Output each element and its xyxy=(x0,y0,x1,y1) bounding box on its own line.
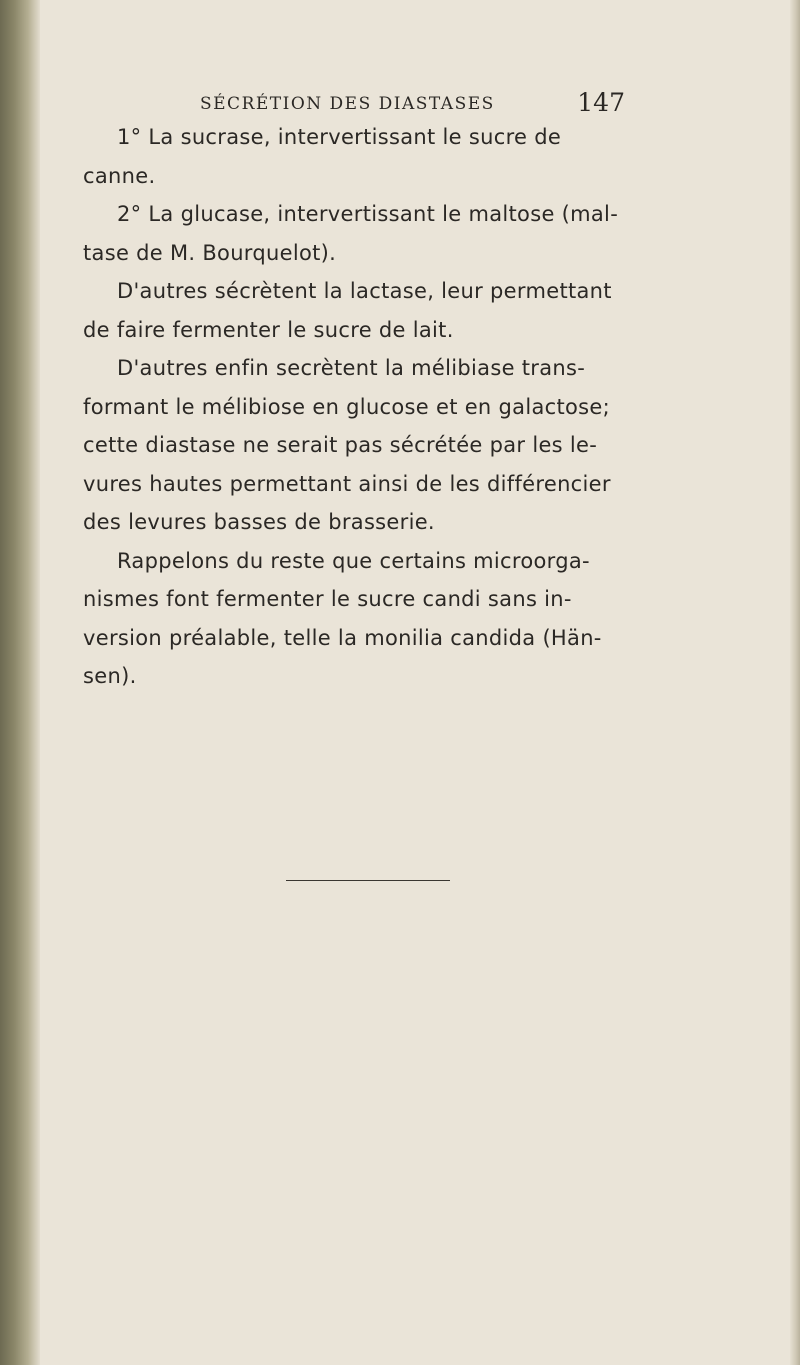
text-line: canne. xyxy=(83,163,156,188)
page-edge-shadow xyxy=(790,0,800,1365)
text-line: 2° La glucase, intervertissant le maltose (mal- xyxy=(117,202,619,226)
page-body xyxy=(83,118,623,696)
text-line: cette diastase ne serait pas sécrétée par les le- xyxy=(83,433,598,457)
text-line: version préalable, telle la monilia candida (Hän- xyxy=(83,625,602,650)
text-line: de faire fermenter le sucre de lait. xyxy=(83,317,454,342)
page-number: 147 xyxy=(577,88,625,117)
text-line: Rappelons du reste que certains microorga- xyxy=(117,548,590,573)
page-binding-shadow xyxy=(0,0,40,1365)
text-line: D'autres enfin secrètent la mélibiase trans- xyxy=(117,356,586,380)
text-line: D'autres sécrètent la lactase, leur permettant xyxy=(117,279,612,303)
text-line: 1° La sucrase, intervertissant le sucre de xyxy=(117,125,562,149)
running-title: SÉCRÉTION DES DIASTASES xyxy=(200,94,495,114)
page-header xyxy=(200,88,625,122)
text-line: vures hautes permettant ainsi de les différencier xyxy=(83,471,611,496)
text-line: des levures basses de brasserie. xyxy=(83,510,435,534)
text-line: sen). xyxy=(83,664,137,688)
section-divider xyxy=(286,880,450,881)
text-line: formant le mélibiose en glucose et en galactose; xyxy=(83,394,610,419)
text-line: nismes font fermenter le sucre candi sans in- xyxy=(83,587,572,611)
text-line: tase de M. Bourquelot). xyxy=(83,240,337,265)
